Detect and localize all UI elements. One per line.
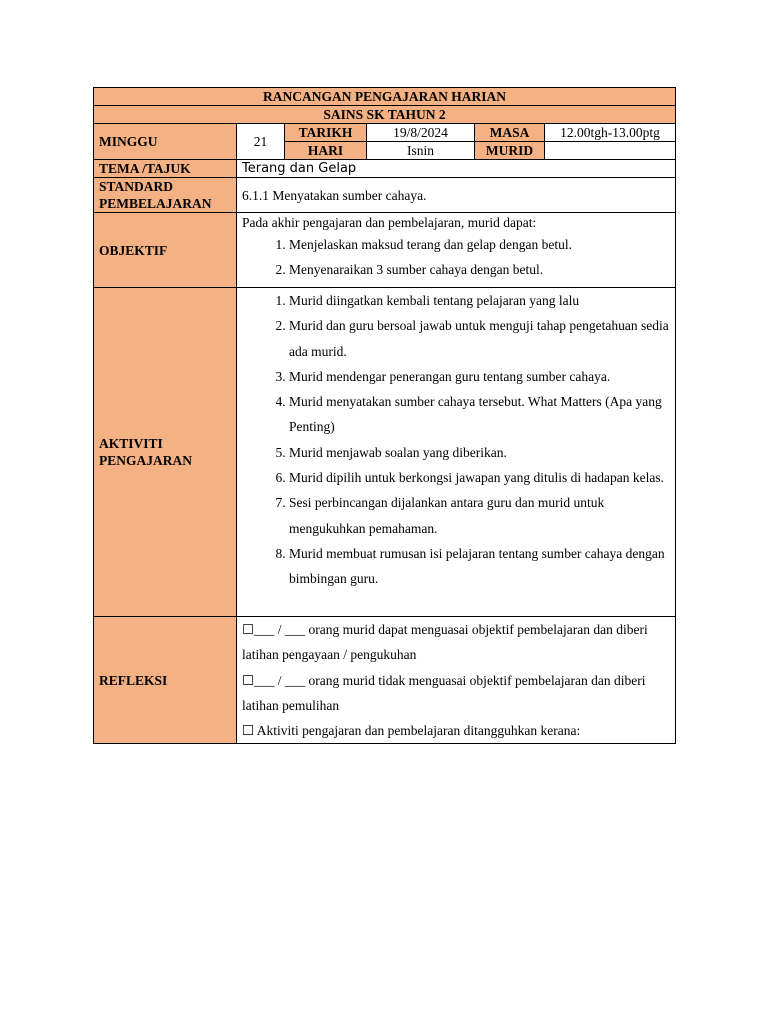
document-subtitle: SAINS SK TAHUN 2 [94,106,676,124]
list-item: 1. Murid diingatkan kembali tentang pelajaran yang lalu [289,288,670,313]
minggu-label: MINGGU [94,124,237,160]
list-item: 2. Menyenaraikan 3 sumber cahaya dengan betul. [289,257,670,282]
objektif-list [242,232,670,283]
list-item: 1. Menjelaskan maksud terang dan gelap dengan betul. [289,232,670,257]
tema-value: Terang dan Gelap [237,160,676,178]
masa-label: MASA [475,124,545,142]
murid-value [545,142,676,160]
list-item: 3. Murid mendengar penerangan guru tentang sumber cahaya. [289,364,670,389]
hari-label: HARI [285,142,367,160]
refleksi-line: ☐ Aktiviti pengajaran dan pembelajaran ditangguhkan kerana: [242,723,581,739]
list-item: 8. Murid membuat rumusan isi pelajaran tentang sumber cahaya dengan bimbingan guru. [289,541,670,592]
rph-table [93,87,676,744]
minggu-value: 21 [237,124,285,160]
list-item: 2. Murid dan guru bersoal jawab untuk menguji tahap pengetahuan sedia ada murid. [289,313,670,364]
list-item: 7. Sesi perbincangan dijalankan antara guru dan murid untuk mengukuhkan pemahaman. [289,490,670,541]
aktiviti-label-line1: AKTIVITI [99,436,163,451]
refleksi-label: REFLEKSI [94,617,237,744]
tarikh-label: TARIKH [285,124,367,142]
standard-label-line1: STANDARD [99,179,174,194]
objektif-label: OBJEKTIF [94,213,237,288]
murid-label: MURID [475,142,545,160]
standard-label [94,178,237,213]
aktiviti-content [237,288,676,617]
document-title: RANCANGAN PENGAJARAN HARIAN [94,88,676,106]
objektif-intro: Pada akhir pengajaran dan pembelajaran, murid dapat: [242,215,537,230]
standard-label-line2: PEMBELAJARAN [99,196,212,211]
list-item: 6. Murid dipilih untuk berkongsi jawapan yang ditulis di hadapan kelas. [289,465,670,490]
list-item: 4. Murid menyatakan sumber cahaya tersebut. What Matters (Apa yang Penting) [289,389,670,440]
aktiviti-label [94,288,237,617]
refleksi-line: ☐___ / ___ orang murid tidak menguasai objektif pembelajaran dan diberi latihan pemulihan [242,672,646,713]
tarikh-value: 19/8/2024 [367,124,475,142]
aktiviti-label-line2: PENGAJARAN [99,453,192,468]
tema-label: TEMA /TAJUK [94,160,237,178]
hari-value: Isnin [367,142,475,160]
aktiviti-list [242,288,670,592]
objektif-content [237,213,676,288]
refleksi-line: ☐___ / ___ orang murid dapat menguasai objektif pembelajaran dan diberi latihan pengayaan / pengukuhan [242,622,648,663]
refleksi-content [237,617,676,744]
list-item: 5. Murid menjawab soalan yang diberikan. [289,440,670,465]
standard-value: 6.1.1 Menyatakan sumber cahaya. [237,178,676,213]
masa-value: 12.00tgh-13.00ptg [545,124,676,142]
